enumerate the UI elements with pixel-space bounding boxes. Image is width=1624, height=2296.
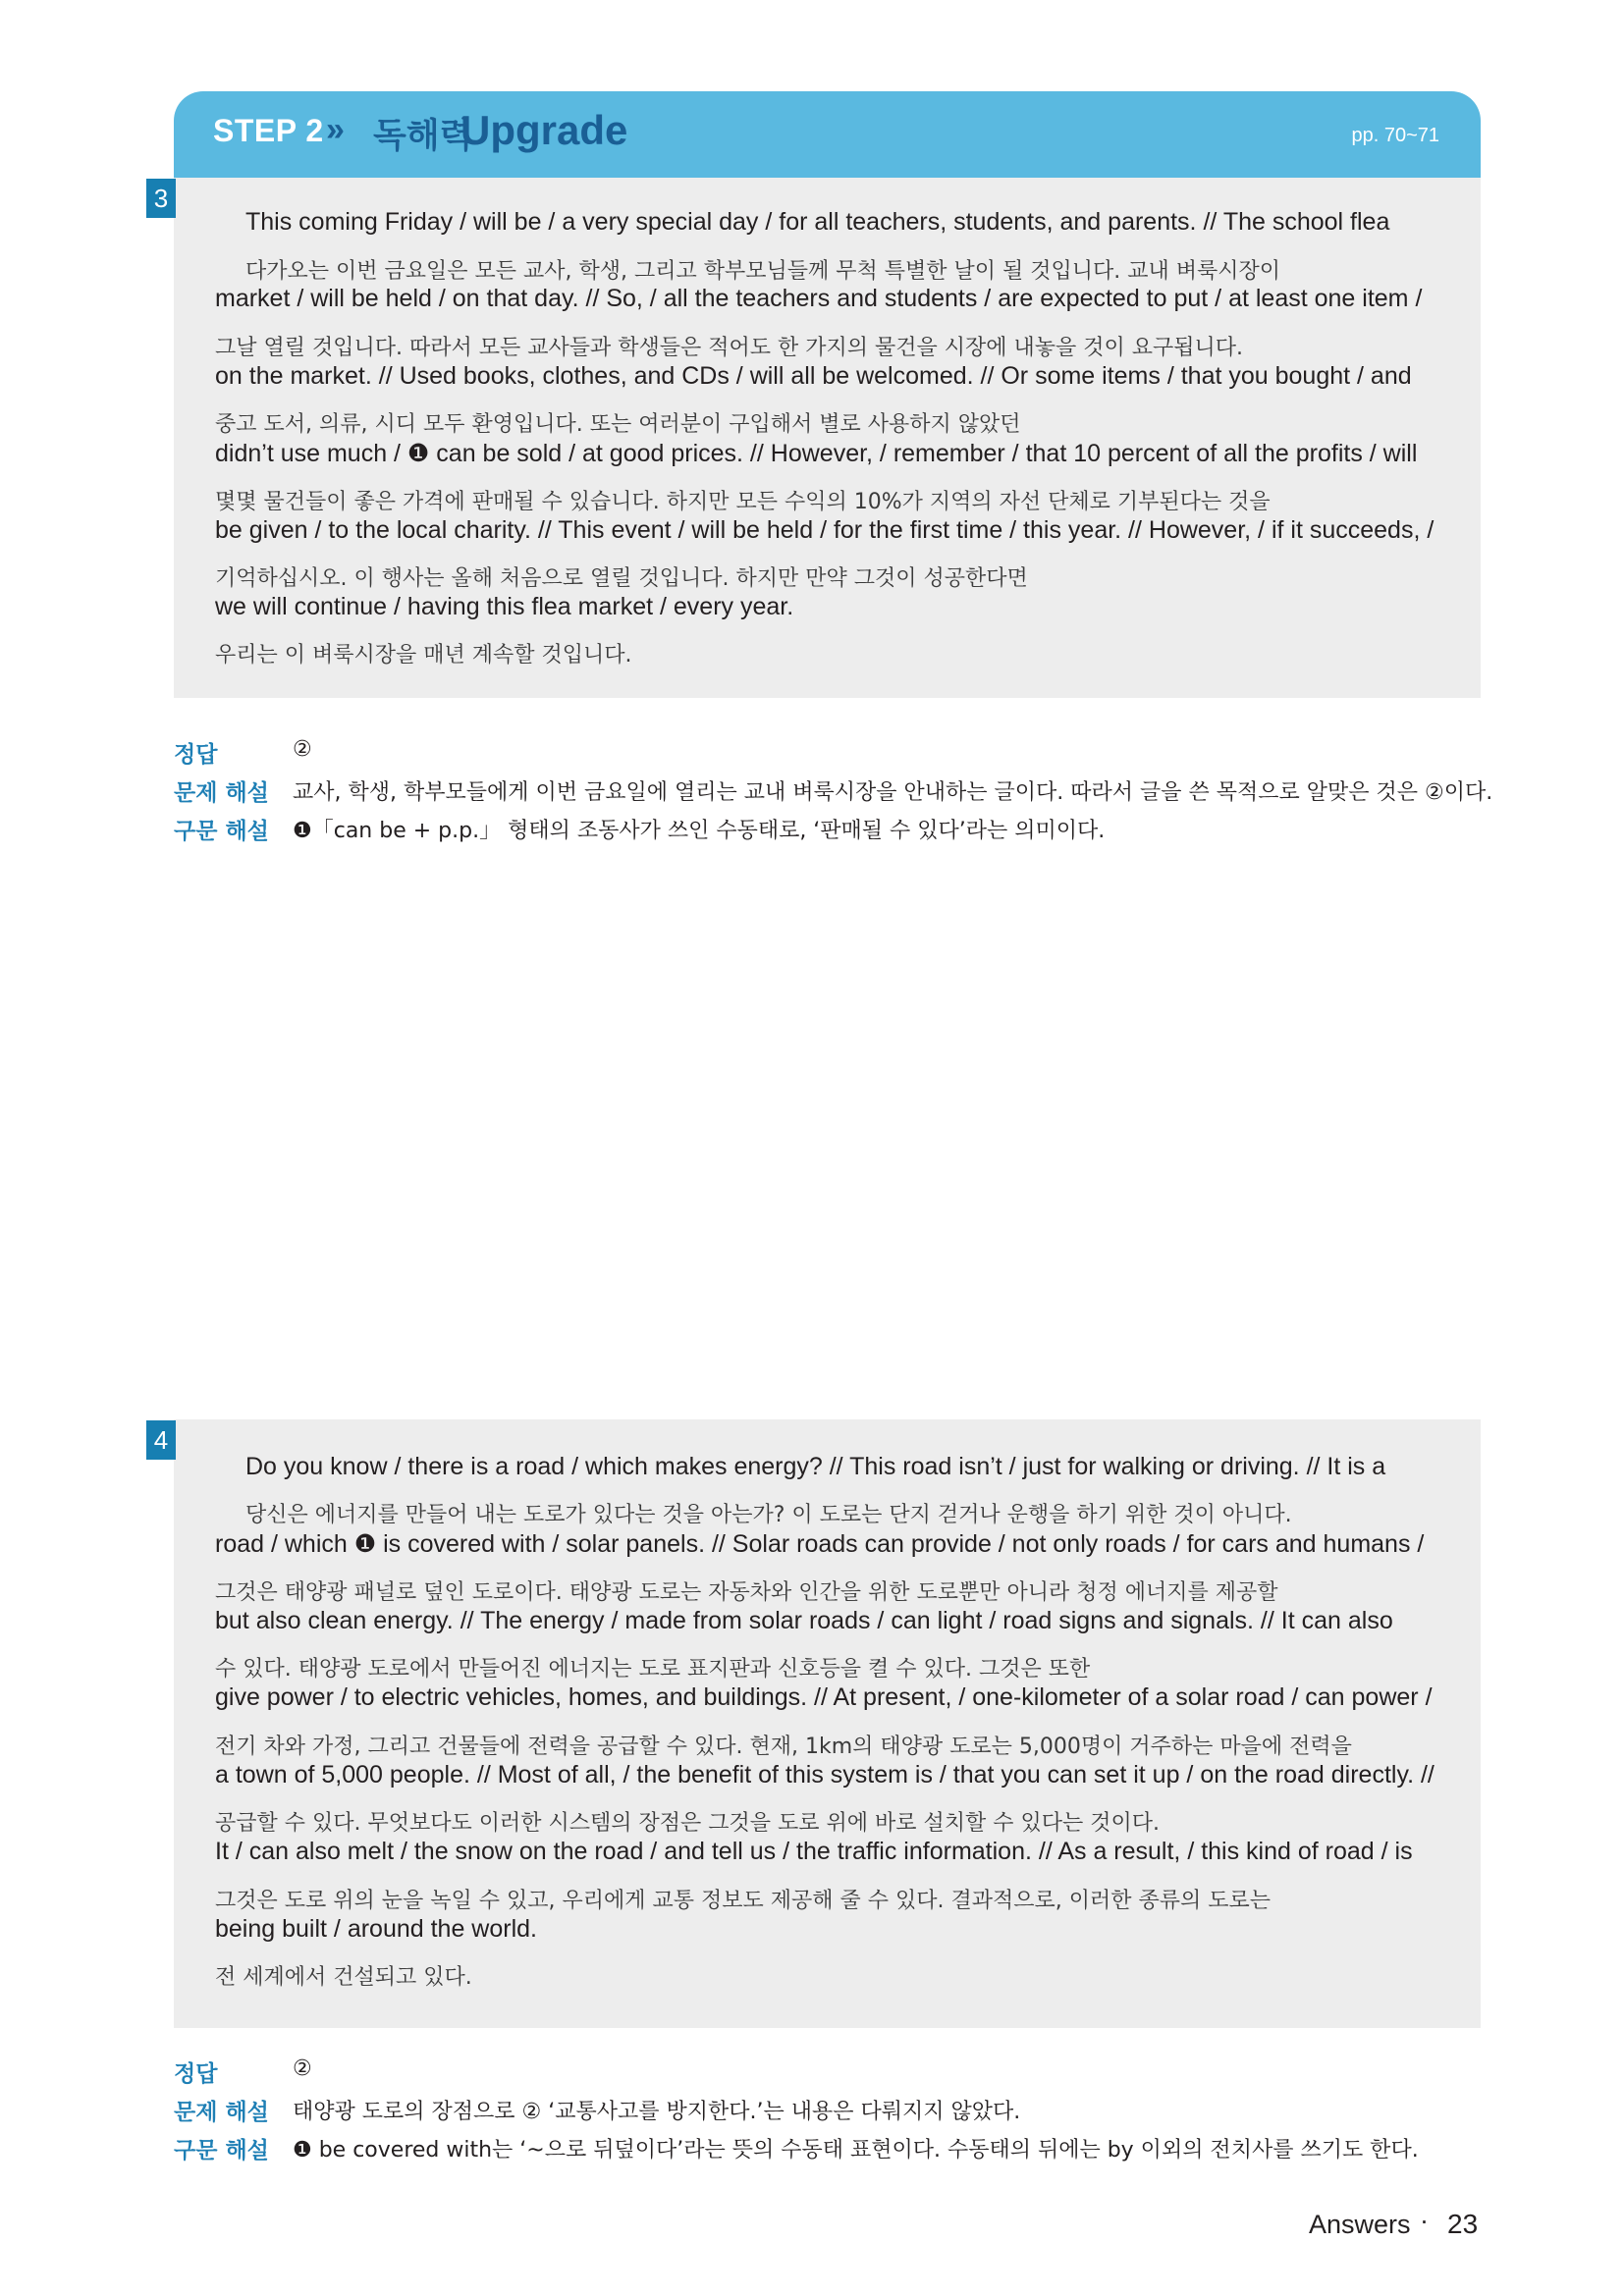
page-reference: pp. 70~71: [1351, 125, 1439, 146]
passage-line-ko: 그것은 태양광 패널로 덮인 도로이다. 태양광 도로는 자동차와 인간을 위한 도로뿐만 아니라 청정 에너지를 제공할: [215, 1580, 1278, 1605]
passage-line-en: Do you know / there is a road / which makes energy? // This road isn’t / just for walking or driving. // It is a: [245, 1453, 1386, 1480]
answer-value: ②: [293, 2056, 312, 2081]
answer-label: 정답: [174, 2061, 218, 2087]
passage-line-en: being built / around the world.: [215, 1915, 537, 1943]
double-chevron-icon: »: [326, 111, 339, 148]
passage-line-en: give power / to electric vehicles, homes, and buildings. // At present, / one-kilometer of a solar road / can power /: [215, 1683, 1433, 1711]
passage-line-en: on the market. // Used books, clothes, and CDs / will all be welcomed. // Or some items / that you bought / and: [215, 362, 1412, 390]
passage-line-ko: 몇몇 물건들이 좋은 가격에 판매될 수 있습니다. 하지만 모든 수익의 10%가 지역의 자선 단체로 기부된다는 것을: [215, 490, 1271, 514]
question-number-3: 3: [146, 179, 176, 218]
passage-line-ko: 그것은 도로 위의 눈을 녹일 수 있고, 우리에게 교통 정보도 제공해 줄 수 있다. 결과적으로, 이러한 종류의 도로는: [215, 1889, 1271, 1913]
explanation-label: 문제 해설: [174, 2100, 269, 2125]
grammar-text: ❶ be covered with는 ‘~으로 뒤덮이다’라는 뜻의 수동태 표현이다. 수동태의 뒤에는 by 이외의 전치사를 쓰기도 한다.: [293, 2138, 1419, 2163]
passage-line-en: road / which ❶ is covered with / solar panels. // Solar roads can provide / not only roads / for cars and humans /: [215, 1530, 1425, 1558]
passage-line-ko: 공급할 수 있다. 무엇보다도 이러한 시스템의 장점은 그것을 도로 위에 바로 설치할 수 있다는 것이다.: [215, 1811, 1160, 1836]
step-header: [174, 91, 1481, 178]
explanation-text: 교사, 학생, 학부모들에게 이번 금요일에 열리는 교내 벼룩시장을 안내하는 글이다. 따라서 글을 쓴 목적으로 알맞은 것은 ②이다.: [293, 780, 1493, 805]
passage-line-en: market / will be held / on that day. // So, / all the teachers and students / are expected to put / at least one item /: [215, 285, 1423, 312]
answer-value: ②: [293, 737, 312, 762]
grammar-label: 구문 해설: [174, 819, 269, 844]
passage-line-ko: 전 세계에서 건설되고 있다.: [215, 1965, 472, 1990]
explanation-label: 문제 해설: [174, 780, 269, 806]
passage-line-ko: 중고 도서, 의류, 시디 모두 환영입니다. 또는 여러분이 구입해서 별로 사용하지 않았던: [215, 412, 1021, 437]
passage-line-en: we will continue / having this flea market / every year.: [215, 593, 794, 620]
passage-line-ko: 전기 차와 가정, 그리고 건물들에 전력을 공급할 수 있다. 현재, 1km의 태양광 도로는 5,000명이 거주하는 마을에 전력을: [215, 1735, 1352, 1759]
footer-separator: ·: [1420, 2206, 1429, 2235]
passage-line-ko: 다가오는 이번 금요일은 모든 교사, 학생, 그리고 학부모님들께 무척 특별한 날이 될 것입니다. 교내 벼룩시장이: [245, 259, 1280, 284]
title-english: Upgrade: [460, 107, 628, 153]
passage-line-en: but also clean energy. // The energy / made from solar roads / can light / road signs and signals. // It can also: [215, 1607, 1393, 1634]
passage-line-ko: 그날 열릴 것입니다. 따라서 모든 교사들과 학생들은 적어도 한 가지의 물건을 시장에 내놓을 것이 요구됩니다.: [215, 336, 1243, 360]
answer-label: 정답: [174, 742, 218, 768]
footer-answers-label: Answers: [1309, 2210, 1411, 2239]
passage-line-ko: 기억하십시오. 이 행사는 올해 처음으로 열릴 것입니다. 하지만 만약 그것이 성공한다면: [215, 566, 1028, 591]
passage-line-en: didn’t use much / ❶ can be sold / at good prices. // However, / remember / that 10 percent of all the profits / will: [215, 440, 1418, 467]
passage-line-en: This coming Friday / will be / a very special day / for all teachers, students, and parents. // The school flea: [245, 208, 1390, 236]
passage-line-en: a town of 5,000 people. // Most of all, / the benefit of this system is / that you can set it up / on the road directly. //: [215, 1761, 1435, 1789]
title-korean: 독해력: [373, 117, 473, 156]
grammar-text: ❶「can be + p.p.」 형태의 조동사가 쓰인 수동태로, ‘판매될 수 있다’라는 의미이다.: [293, 819, 1106, 843]
explanation-text: 태양광 도로의 장점으로 ② ‘교통사고를 방지한다.’는 내용은 다뤄지지 않았다.: [293, 2100, 1021, 2124]
question-number-4: 4: [146, 1420, 176, 1460]
grammar-label: 구문 해설: [174, 2138, 269, 2163]
page-number: 23: [1447, 2209, 1479, 2239]
passage-line-en: be given / to the local charity. // This event / will be held / for the first time / this year. // However, / if it succeeds, /: [215, 516, 1435, 544]
step-label: STEP 2: [213, 113, 324, 148]
passage-line-ko: 당신은 에너지를 만들어 내는 도로가 있다는 것을 아는가? 이 도로는 단지 걷거나 운행을 하기 위한 것이 아니다.: [245, 1503, 1292, 1527]
passage-line-ko: 우리는 이 벼룩시장을 매년 계속할 것입니다.: [215, 643, 632, 667]
passage-line-ko: 수 있다. 태양광 도로에서 만들어진 에너지는 도로 표지판과 신호등을 켤 수 있다. 그것은 또한: [215, 1657, 1091, 1682]
passage-line-en: It / can also melt / the snow on the road / and tell us / the traffic information. // As a result, / this kind of road / is: [215, 1838, 1413, 1865]
